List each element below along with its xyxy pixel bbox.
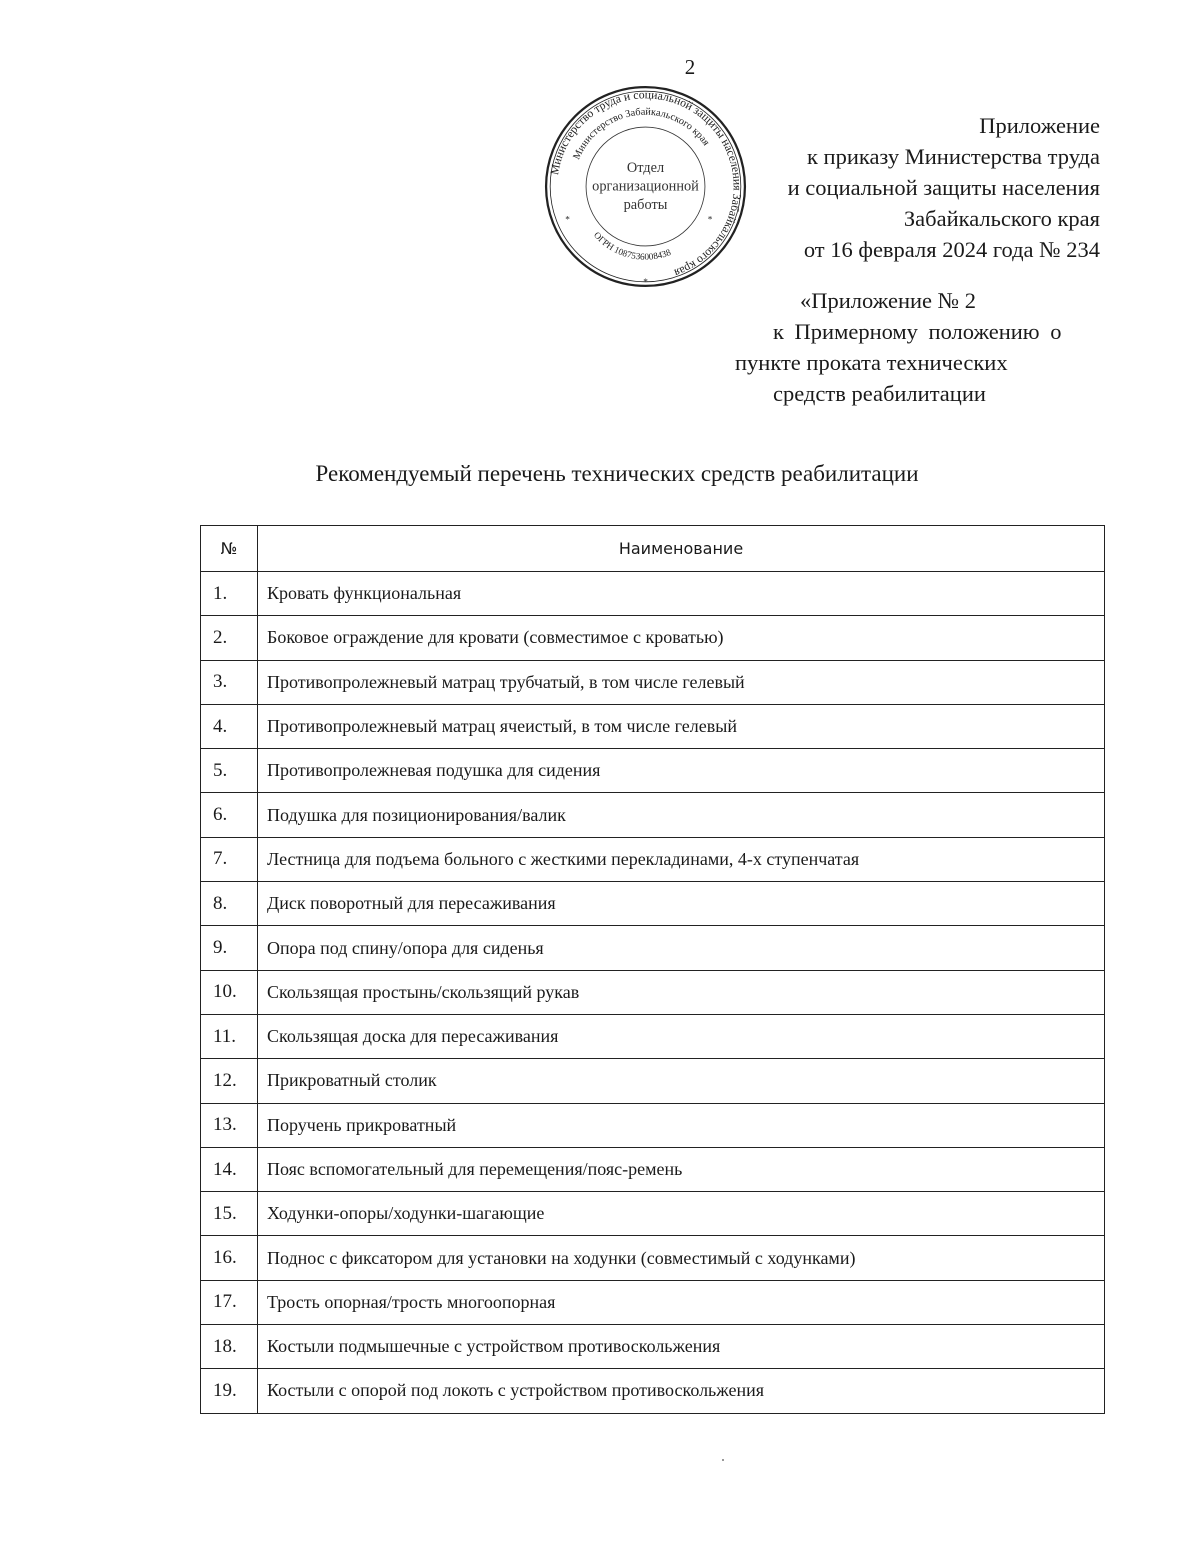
equipment-table <box>200 525 1105 1414</box>
row-name: Трость опорная/трость многоопорная <box>258 1280 1105 1324</box>
row-number: 5. <box>201 749 258 793</box>
row-number: 9. <box>201 926 258 970</box>
table-row <box>201 837 1105 881</box>
table-row <box>201 1236 1105 1280</box>
table-row <box>201 1325 1105 1369</box>
row-number: 18. <box>201 1325 258 1369</box>
annex2-line: средств реабилитации <box>773 381 986 406</box>
row-number: 12. <box>201 1059 258 1103</box>
table-row <box>201 926 1105 970</box>
row-number: 3. <box>201 660 258 704</box>
row-name: Противопролежневый матрац трубчатый, в том числе гелевый <box>258 660 1105 704</box>
table-row <box>201 660 1105 704</box>
official-stamp <box>543 84 748 289</box>
row-number: 17. <box>201 1280 258 1324</box>
page-number: 2 <box>684 55 696 79</box>
table-row <box>201 970 1105 1014</box>
table-header-row <box>201 526 1105 572</box>
table-row <box>201 1369 1105 1413</box>
header-number: № <box>201 526 258 572</box>
stamp-outer-text: Министерство труда и социальной защиты населения Забайкальского края <box>548 88 744 280</box>
table-row <box>201 1103 1105 1147</box>
table-row <box>201 616 1105 660</box>
table-row <box>201 1147 1105 1191</box>
annex2-line: к Примерному положению о <box>773 319 1062 344</box>
row-number: 16. <box>201 1236 258 1280</box>
row-name: Поручень прикроватный <box>258 1103 1105 1147</box>
row-name: Костыли подмышечные с устройством противоскольжения <box>258 1325 1105 1369</box>
table-row <box>201 1192 1105 1236</box>
stamp-center-line: Отдел <box>626 160 665 177</box>
row-name: Опора под спину/опора для сиденья <box>258 926 1105 970</box>
stamp-star-icon: * <box>565 214 570 225</box>
row-name: Пояс вспомогательный для перемещения/пояс-ремень <box>258 1147 1105 1191</box>
stamp-star-icon: * <box>643 276 648 287</box>
row-number: 19. <box>201 1369 258 1413</box>
row-name: Костыли с опорой под локоть с устройством противоскольжения <box>258 1369 1105 1413</box>
table-row <box>201 793 1105 837</box>
row-number: 14. <box>201 1147 258 1191</box>
row-name: Скользящая простынь/скользящий рукав <box>258 970 1105 1014</box>
appendix-header <box>788 110 1100 265</box>
equipment-table-wrapper <box>200 525 1105 1414</box>
row-name: Диск поворотный для пересаживания <box>258 882 1105 926</box>
appendix-line: от 16 февраля 2024 года № 234 <box>803 237 1100 262</box>
row-name: Боковое ограждение для кровати (совместимое с кроватью) <box>258 616 1105 660</box>
annex2-header <box>735 285 1105 409</box>
row-name: Скользящая доска для пересаживания <box>258 1014 1105 1058</box>
row-number: 4. <box>201 704 258 748</box>
row-number: 2. <box>201 616 258 660</box>
row-number: 7. <box>201 837 258 881</box>
row-number: 11. <box>201 1014 258 1058</box>
row-number: 13. <box>201 1103 258 1147</box>
table-row <box>201 1014 1105 1058</box>
table-row <box>201 1059 1105 1103</box>
row-number: 15. <box>201 1192 258 1236</box>
row-name: Кровать функциональная <box>258 572 1105 616</box>
table-row <box>201 882 1105 926</box>
header-name: Наименование <box>258 526 1105 572</box>
stamp-inner-text: Министерство Забайкальского края <box>571 106 712 162</box>
row-number: 10. <box>201 970 258 1014</box>
stamp-star-icon: * <box>707 214 713 225</box>
scan-mark <box>722 1459 724 1461</box>
table-row <box>201 749 1105 793</box>
row-number: 8. <box>201 882 258 926</box>
table-body <box>201 572 1105 1414</box>
row-name: Ходунки-опоры/ходунки-шагающие <box>258 1192 1105 1236</box>
list-title: Рекомендуемый перечень технических средств реабилитации <box>315 461 919 486</box>
row-name: Противопролежневый матрац ячеистый, в том числе гелевый <box>258 704 1105 748</box>
row-number: 1. <box>201 572 258 616</box>
row-number: 6. <box>201 793 258 837</box>
table-row <box>201 1280 1105 1324</box>
row-name: Поднос с фиксатором для установки на ходунки (совместимый с ходунками) <box>258 1236 1105 1280</box>
annex2-line: «Приложение № 2 <box>800 288 976 313</box>
appendix-line: Забайкальского края <box>903 206 1100 231</box>
annex2-line: пункте проката технических <box>735 350 1008 375</box>
appendix-line: и социальной защиты населения <box>787 175 1100 200</box>
table-row <box>201 704 1105 748</box>
appendix-line: Приложение <box>979 113 1100 138</box>
stamp-center-line: работы <box>623 197 668 214</box>
row-name: Лестница для подъема больного с жесткими перекладинами, 4-х ступенчатая <box>258 837 1105 881</box>
row-name: Подушка для позиционирования/валик <box>258 793 1105 837</box>
row-name: Прикроватный столик <box>258 1059 1105 1103</box>
appendix-line: к приказу Министерства труда <box>806 144 1100 169</box>
table-row <box>201 572 1105 616</box>
row-name: Противопролежневая подушка для сидения <box>258 749 1105 793</box>
stamp-center-line: организационной <box>592 178 699 195</box>
stamp-ogrn: ОГРН 1087536008438 <box>591 229 673 262</box>
